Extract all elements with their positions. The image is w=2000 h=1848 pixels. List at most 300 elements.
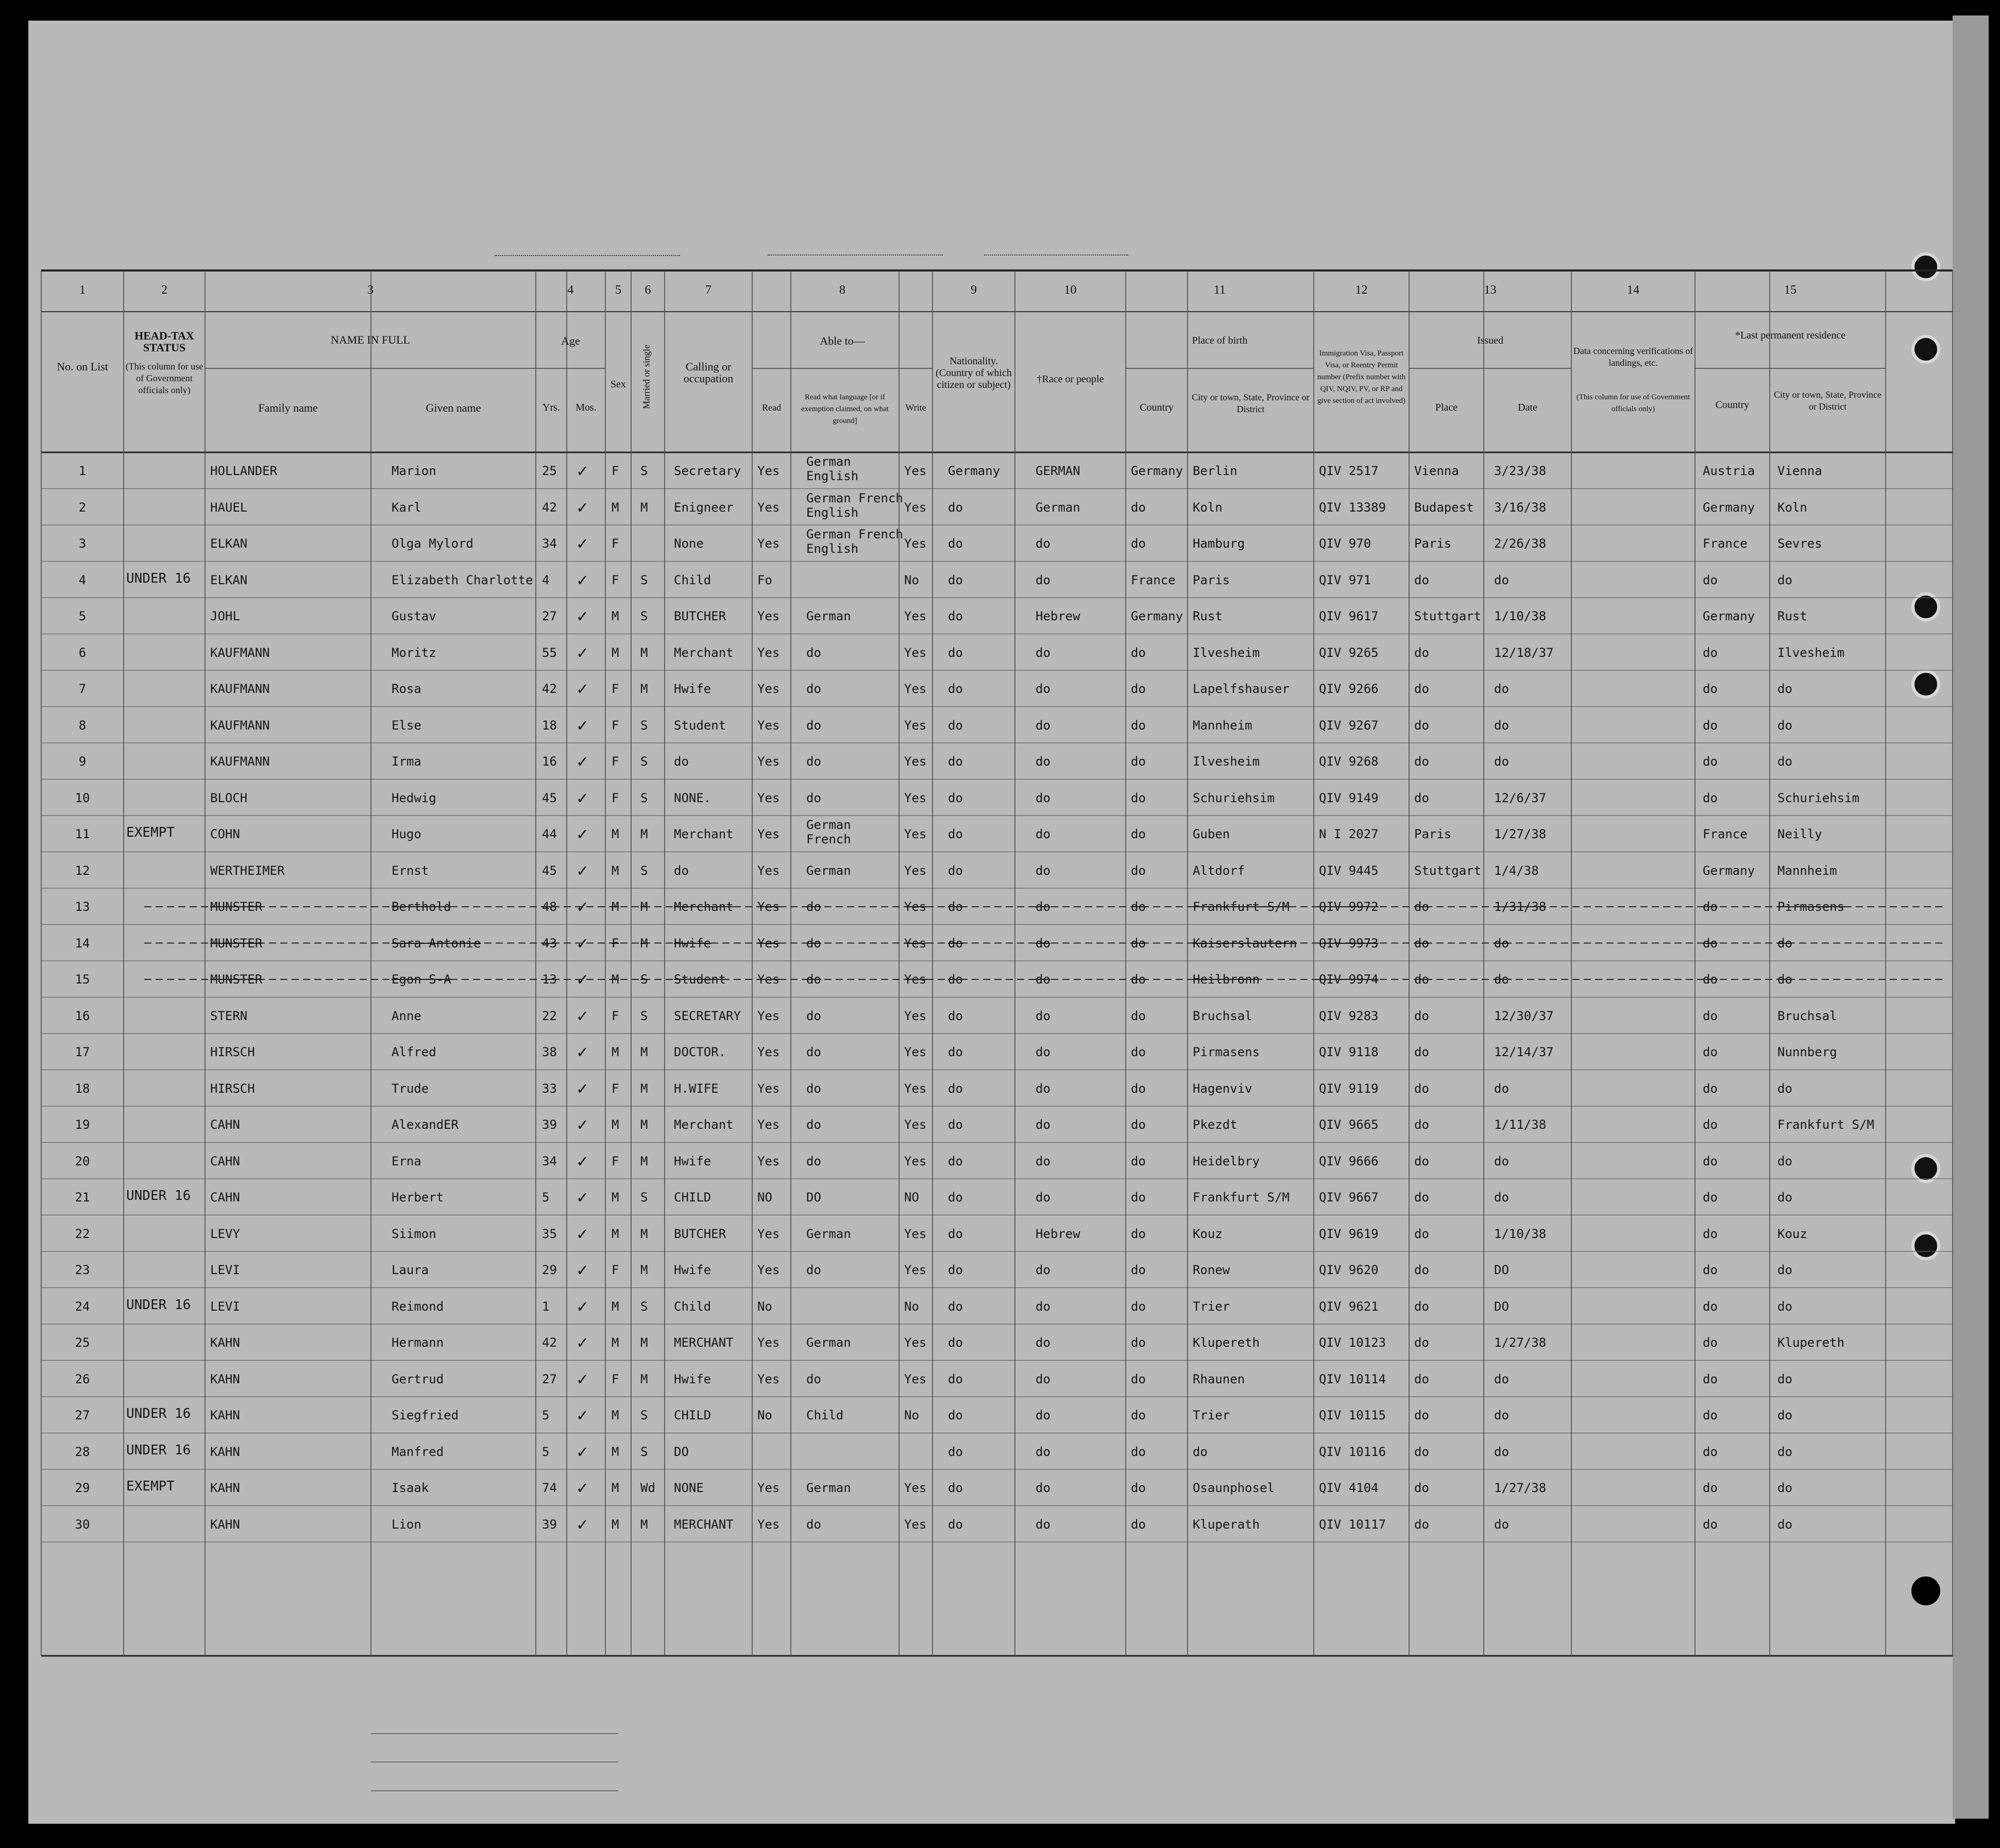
age-years: 45: [542, 790, 557, 805]
family-name: COHN: [210, 827, 240, 841]
read-language: do: [806, 936, 821, 951]
residence-city: Sevres: [1777, 536, 1822, 551]
race: do: [1036, 1517, 1050, 1532]
occupation: Enigneer: [674, 500, 734, 515]
read-language: do: [806, 1008, 821, 1023]
birth-country: do: [1131, 1190, 1146, 1205]
row-number: 9: [78, 754, 87, 769]
occupation: Child: [674, 572, 711, 587]
nationality: do: [948, 682, 963, 696]
row-number: 7: [78, 682, 87, 696]
marital-status: S: [640, 790, 648, 805]
sex: M: [612, 972, 619, 987]
visa-number: QIV 970: [1319, 536, 1371, 551]
column-number: 4: [567, 283, 574, 297]
age-years: 38: [542, 1045, 557, 1059]
read-language: German: [806, 818, 851, 832]
nationality: do: [948, 1299, 963, 1314]
marital-status: M: [640, 900, 648, 914]
nationality: do: [948, 1190, 963, 1205]
row-number: 13: [75, 900, 90, 914]
residence-city: Rust: [1777, 609, 1807, 623]
can-read: Yes: [757, 500, 780, 515]
occupation: Secretary: [674, 464, 741, 478]
can-write: Yes: [904, 1481, 927, 1495]
residence-country: Germany: [1703, 863, 1755, 878]
read-language: do: [806, 1154, 821, 1168]
residence-country: do: [1703, 1371, 1718, 1386]
can-write: No: [904, 1299, 919, 1314]
family-name: LEVI: [210, 1263, 240, 1277]
age-years: 43: [542, 936, 557, 951]
column-number: 10: [1064, 283, 1077, 297]
check-mark: ✓: [577, 715, 588, 736]
issued-place: do: [1414, 1481, 1429, 1495]
family-name: KAUFMANN: [210, 682, 270, 696]
birth-country: Germany: [1131, 609, 1183, 623]
issued-date: DO: [1494, 1299, 1509, 1314]
age-years: 42: [542, 682, 557, 696]
residence-city: Kouz: [1777, 1226, 1807, 1241]
residence-country: do: [1703, 1335, 1718, 1350]
can-write: Yes: [904, 790, 927, 805]
age-years: 29: [542, 1263, 557, 1277]
birth-country: do: [1131, 500, 1146, 515]
nationality: do: [948, 972, 963, 987]
residence-country: Germany: [1703, 500, 1755, 515]
birth-city: Koln: [1193, 500, 1223, 515]
race: do: [1036, 1008, 1050, 1023]
age-years: 4: [542, 572, 550, 587]
column-header: NAME IN FULL: [331, 333, 410, 346]
row-number: 15: [75, 972, 90, 987]
residence-country: do: [1703, 1117, 1718, 1132]
issued-date: do: [1494, 754, 1509, 769]
nationality: do: [948, 1444, 963, 1459]
can-read: Yes: [757, 1226, 780, 1241]
issued-date: do: [1494, 572, 1509, 587]
can-read: No: [757, 1408, 772, 1422]
column-header: Data concerning verifications of landings, etc.: [1573, 346, 1693, 368]
age-years: 18: [542, 718, 557, 733]
birth-country: do: [1131, 1408, 1146, 1422]
residence-country: do: [1703, 790, 1718, 805]
occupation: DOCTOR.: [674, 1045, 726, 1059]
can-read: Yes: [757, 1008, 780, 1023]
given-name: Erna: [392, 1154, 421, 1168]
residence-city: do: [1777, 754, 1792, 769]
column-header: Able to—: [820, 334, 865, 347]
check-mark: ✓: [577, 606, 588, 626]
residence-city: Schuriehsim: [1777, 790, 1859, 805]
residence-city: Klupereth: [1777, 1335, 1845, 1350]
residence-city: do: [1777, 1517, 1792, 1532]
issued-place: Paris: [1414, 536, 1452, 551]
occupation: MERCHANT: [674, 1517, 734, 1532]
can-write: Yes: [904, 500, 927, 515]
occupation: H.WIFE: [674, 1081, 719, 1096]
visa-number: QIV 9621: [1319, 1299, 1379, 1314]
check-mark: ✓: [577, 461, 588, 481]
family-name: KAUFMANN: [210, 754, 270, 769]
sex: M: [612, 1117, 619, 1132]
birth-country: France: [1131, 572, 1176, 587]
given-name: AlexandER: [392, 1117, 459, 1132]
sex: F: [612, 754, 619, 769]
check-mark: ✓: [577, 569, 588, 590]
occupation: Merchant: [674, 900, 734, 914]
nationality: do: [948, 500, 963, 515]
marital-status: S: [640, 754, 648, 769]
sex: F: [612, 572, 619, 587]
row-number: 26: [75, 1371, 90, 1386]
column-number: 1: [79, 283, 86, 297]
given-name: Berthold: [392, 900, 451, 914]
nationality: do: [948, 609, 963, 623]
nationality: Germany: [948, 464, 1001, 478]
age-years: 5: [542, 1408, 550, 1422]
given-name: Ernst: [392, 863, 429, 878]
can-write: Yes: [904, 536, 927, 551]
race: do: [1036, 718, 1050, 733]
head-tax-header: HEAD-TAX STATUS: [134, 329, 194, 354]
issued-place: Paris: [1414, 827, 1452, 841]
can-write: Yes: [904, 464, 927, 478]
nationality: do: [948, 1335, 963, 1350]
sex: F: [612, 682, 619, 696]
birth-city: do: [1193, 1444, 1208, 1459]
can-write: Yes: [904, 754, 927, 769]
marital-status: M: [640, 1371, 648, 1386]
given-name: Else: [392, 718, 421, 733]
race: do: [1036, 682, 1050, 696]
read-language: do: [806, 1117, 821, 1132]
issued-place: do: [1414, 1299, 1429, 1314]
nationality: do: [948, 1045, 963, 1059]
check-mark: ✓: [577, 1405, 588, 1426]
can-read: Yes: [757, 1045, 780, 1059]
marital-status: M: [640, 645, 648, 660]
sex: M: [612, 827, 619, 841]
sex: F: [612, 1263, 619, 1277]
residence-city: Mannheim: [1777, 863, 1837, 878]
age-years: 42: [542, 500, 557, 515]
residence-country: do: [1703, 900, 1718, 914]
occupation: NONE: [674, 1481, 704, 1495]
given-name: Karl: [392, 500, 421, 515]
read-language: DO: [806, 1190, 821, 1205]
row-number: 4: [78, 572, 87, 587]
column-header: Immigration Visa, Passport Visa, or Reentry Permit number (Prefix number with QIV, NQIV, PV, or RP and give section of act involved): [1317, 349, 1406, 405]
read-language: English: [806, 505, 859, 520]
visa-number: QIV 9666: [1319, 1154, 1379, 1168]
issued-date: 2/26/38: [1494, 536, 1547, 551]
can-read: Yes: [757, 1154, 780, 1168]
residence-country: France: [1703, 536, 1748, 551]
race: do: [1036, 1299, 1050, 1314]
column-header: Given name: [426, 401, 481, 414]
issued-date: 12/30/37: [1494, 1008, 1554, 1023]
residence-country: do: [1703, 1481, 1718, 1495]
row-number: 8: [78, 718, 87, 733]
birth-country: do: [1131, 682, 1146, 696]
issued-date: 1/10/38: [1494, 609, 1547, 623]
residence-city: Frankfurt S/M: [1777, 1117, 1874, 1132]
occupation: Student: [674, 972, 726, 987]
birth-country: Germany: [1131, 464, 1183, 478]
residence-city: Pirmasens: [1777, 900, 1845, 914]
issued-place: do: [1414, 790, 1429, 805]
nationality: do: [948, 645, 963, 660]
issued-place: Vienna: [1414, 464, 1459, 478]
column-number: 8: [839, 283, 845, 297]
family-name: HIRSCH: [210, 1045, 255, 1059]
column-header: Date: [1518, 402, 1537, 413]
can-read: Yes: [757, 1517, 780, 1532]
family-name: JOHL: [210, 609, 240, 623]
sex: F: [612, 536, 619, 551]
age-years: 1: [542, 1299, 550, 1314]
can-write: Yes: [904, 827, 927, 841]
occupation: Merchant: [674, 1117, 734, 1132]
residence-country: France: [1703, 827, 1748, 841]
can-read: Yes: [757, 790, 780, 805]
residence-city: do: [1777, 1299, 1792, 1314]
race: do: [1036, 1263, 1050, 1277]
check-mark: ✓: [577, 933, 588, 954]
sex: M: [612, 1481, 619, 1495]
given-name: Elizabeth Charlotte: [392, 572, 533, 587]
row-number: 28: [75, 1444, 90, 1459]
occupation: CHILD: [674, 1190, 711, 1205]
occupation: do: [674, 863, 689, 878]
row-number: 3: [78, 536, 87, 551]
race: GERMAN: [1036, 464, 1080, 478]
birth-country: do: [1131, 936, 1146, 951]
row-number: 1: [78, 464, 87, 478]
read-language: do: [806, 790, 821, 805]
residence-city: Bruchsal: [1777, 1008, 1837, 1023]
race: do: [1036, 936, 1050, 951]
family-name: ELKAN: [210, 536, 248, 551]
occupation: Hwife: [674, 1154, 711, 1168]
read-language: do: [806, 900, 821, 914]
issued-place: do: [1414, 1335, 1429, 1350]
family-name: LEVY: [210, 1226, 240, 1241]
birth-country: do: [1131, 754, 1146, 769]
birth-city: Frankfurt S/M: [1193, 1190, 1290, 1205]
row-number: 16: [75, 1008, 90, 1023]
residence-city: do: [1777, 1444, 1792, 1459]
read-language: English: [806, 469, 859, 483]
age-years: 74: [542, 1481, 557, 1495]
marital-status: M: [640, 1335, 648, 1350]
family-name: KAHN: [210, 1371, 240, 1386]
family-name: CAHN: [210, 1190, 240, 1205]
race: do: [1036, 863, 1050, 878]
age-years: 39: [542, 1117, 557, 1132]
read-language: do: [806, 972, 821, 987]
birth-country: do: [1131, 972, 1146, 987]
residence-country: do: [1703, 1008, 1718, 1023]
birth-country: do: [1131, 1263, 1146, 1277]
marital-status: S: [640, 972, 648, 987]
birth-city: Mannheim: [1193, 718, 1252, 733]
nationality: do: [948, 863, 963, 878]
can-read: Yes: [757, 645, 780, 660]
issued-date: 1/10/38: [1494, 1226, 1547, 1241]
marital-status: M: [640, 682, 648, 696]
nationality: do: [948, 1008, 963, 1023]
read-language: do: [806, 1371, 821, 1386]
issued-place: do: [1414, 1517, 1429, 1532]
can-read: NO: [757, 1190, 772, 1205]
sex: M: [612, 1299, 619, 1314]
family-name: MUNSTER: [210, 900, 263, 914]
issued-place: do: [1414, 682, 1429, 696]
residence-country: do: [1703, 1190, 1718, 1205]
residence-country: do: [1703, 1444, 1718, 1459]
sex: F: [612, 464, 619, 478]
issued-place: do: [1414, 1263, 1429, 1277]
birth-city: Heilbronn: [1193, 972, 1260, 987]
given-name: Gustav: [392, 609, 436, 623]
issued-date: 1/31/38: [1494, 900, 1547, 914]
nationality: do: [948, 718, 963, 733]
residence-city: Koln: [1777, 500, 1807, 515]
occupation: Child: [674, 1299, 711, 1314]
race: do: [1036, 1154, 1050, 1168]
birth-city: Paris: [1193, 572, 1230, 587]
row-number: 22: [75, 1226, 90, 1241]
nationality: do: [948, 936, 963, 951]
birth-city: Pkezdt: [1193, 1117, 1238, 1132]
sex: M: [612, 1045, 619, 1059]
can-write: NO: [904, 1190, 919, 1205]
head-tax-status: UNDER 16: [126, 1297, 191, 1313]
birth-country: do: [1131, 1226, 1146, 1241]
head-tax-status: UNDER 16: [126, 1442, 191, 1458]
issued-date: do: [1494, 1517, 1509, 1532]
can-write: Yes: [904, 936, 927, 951]
occupation: Hwife: [674, 1263, 711, 1277]
issued-place: do: [1414, 1444, 1429, 1459]
residence-country: do: [1703, 1154, 1718, 1168]
residence-country: do: [1703, 1045, 1718, 1059]
residence-country: do: [1703, 645, 1718, 660]
marital-status: M: [640, 1045, 648, 1059]
nationality: do: [948, 1481, 963, 1495]
marital-status: S: [640, 1408, 648, 1422]
occupation: None: [674, 536, 704, 551]
residence-city: do: [1777, 682, 1792, 696]
read-language: do: [806, 718, 821, 733]
birth-city: Ilvesheim: [1193, 754, 1260, 769]
can-read: Fo: [757, 572, 772, 587]
check-mark: ✓: [577, 1368, 588, 1389]
can-read: Yes: [757, 609, 780, 623]
row-number: 14: [75, 936, 90, 951]
family-name: KAHN: [210, 1408, 240, 1422]
race: do: [1036, 1045, 1050, 1059]
check-mark: ✓: [577, 1296, 588, 1317]
given-name: Herbert: [392, 1190, 444, 1205]
visa-number: QIV 9119: [1319, 1081, 1379, 1096]
marital-status: M: [640, 1117, 648, 1132]
check-mark: ✓: [577, 1514, 588, 1535]
sex: M: [612, 900, 619, 914]
birth-city: Ilvesheim: [1193, 645, 1260, 660]
visa-number: QIV 9268: [1319, 754, 1379, 769]
issued-place: do: [1414, 1371, 1429, 1386]
column-header: Nationality. (Country of which citizen or subject): [936, 355, 1012, 391]
occupation: Merchant: [674, 645, 734, 660]
nationality: do: [948, 900, 963, 914]
visa-number: QIV 9118: [1319, 1045, 1379, 1059]
nationality: do: [948, 1517, 963, 1532]
row-number: 10: [75, 790, 90, 805]
column-header: Calling or occupation: [683, 360, 734, 385]
issued-date: do: [1494, 936, 1509, 951]
marital-status: M: [640, 1081, 648, 1096]
residence-city: do: [1777, 1263, 1792, 1277]
can-write: Yes: [904, 1371, 927, 1386]
marital-status: S: [640, 572, 648, 587]
birth-country: do: [1131, 790, 1146, 805]
can-write: Yes: [904, 1335, 927, 1350]
sex: M: [612, 1226, 619, 1241]
column-header: (This column for use of Government officials only): [125, 361, 204, 395]
issued-date: do: [1494, 1371, 1509, 1386]
check-mark: ✓: [577, 1114, 588, 1135]
issued-place: do: [1414, 936, 1429, 951]
check-mark: ✓: [577, 1332, 588, 1353]
birth-city: Heidelbry: [1193, 1154, 1260, 1168]
race: do: [1036, 827, 1050, 841]
issued-place: do: [1414, 1190, 1429, 1205]
given-name: Anne: [392, 1008, 421, 1023]
sex: F: [612, 790, 619, 805]
occupation: Merchant: [674, 827, 734, 841]
given-name: Irma: [392, 754, 421, 769]
read-language: Child: [806, 1408, 844, 1422]
issued-date: do: [1494, 718, 1509, 733]
visa-number: QIV 10115: [1319, 1408, 1386, 1422]
birth-country: do: [1131, 1517, 1146, 1532]
marital-status: Wd: [640, 1481, 655, 1495]
row-number: 5: [78, 609, 87, 623]
residence-city: do: [1777, 1481, 1792, 1495]
birth-country: do: [1131, 1008, 1146, 1023]
head-tax-status: UNDER 16: [126, 570, 191, 586]
race: do: [1036, 1117, 1050, 1132]
occupation: MERCHANT: [674, 1335, 734, 1350]
read-language: German French: [806, 527, 903, 541]
residence-country: do: [1703, 682, 1718, 696]
nationality: do: [948, 1371, 963, 1386]
birth-country: do: [1131, 645, 1146, 660]
birth-country: do: [1131, 718, 1146, 733]
given-name: Siegfried: [392, 1408, 459, 1422]
column-number: 14: [1627, 283, 1639, 297]
family-name: KAUFMANN: [210, 718, 270, 733]
visa-number: N I 2027: [1319, 827, 1379, 841]
issued-date: 1/27/38: [1494, 1481, 1547, 1495]
can-read: Yes: [757, 863, 780, 878]
visa-number: QIV 9149: [1319, 790, 1379, 805]
given-name: Egon S-A: [392, 972, 451, 987]
birth-country: do: [1131, 827, 1146, 841]
